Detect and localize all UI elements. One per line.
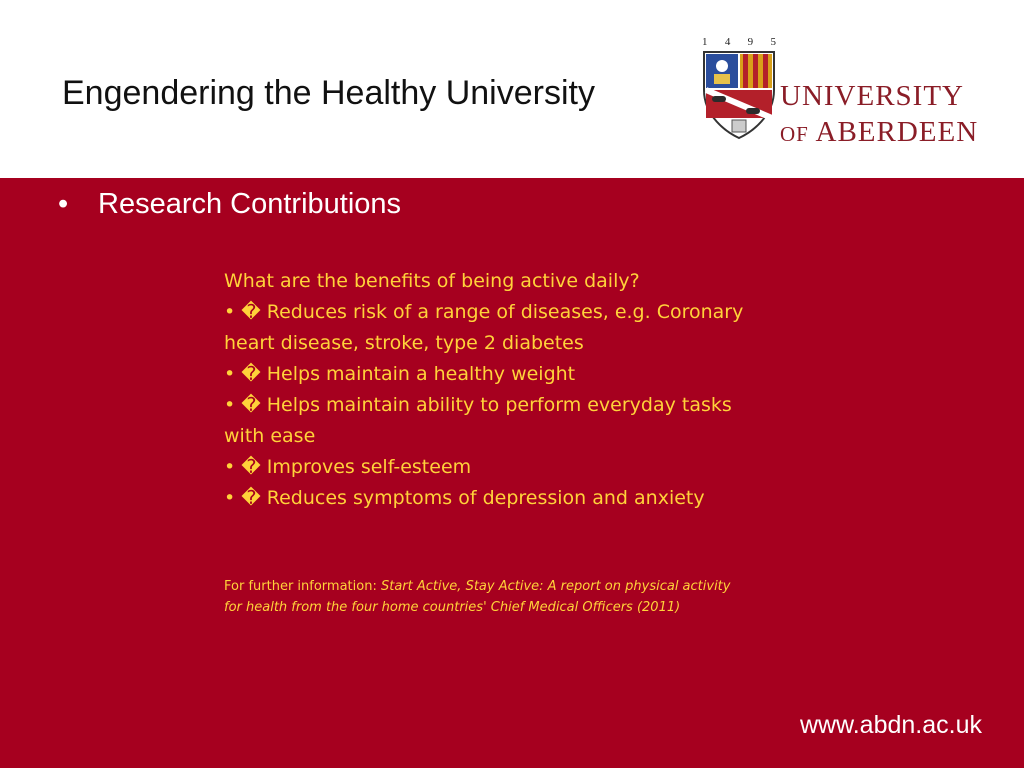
reference-source: Start Active, Stay Active: A report on physical activity for health from the four home countries' Chief Medical Officers (2011)	[224, 579, 731, 615]
slide-header	[0, 0, 1024, 178]
benefit-marker: • �	[224, 487, 261, 509]
logo-text-aberdeen-word: ABERDEEN	[815, 116, 979, 148]
website-url: www.abdn.ac.uk	[799, 711, 982, 739]
benefits-text	[224, 266, 744, 514]
benefit-marker: • �	[224, 394, 261, 416]
benefit-text: Reduces risk of a range of diseases, e.g. Coronary heart disease, stroke, type 2 diabetes	[224, 301, 744, 354]
benefit-marker: • �	[224, 363, 261, 385]
logo-year-digit: 9	[747, 36, 754, 48]
slide-body	[0, 178, 1024, 768]
bullet-point	[58, 188, 401, 221]
bullet-marker: •	[58, 188, 69, 220]
benefit-text: Helps maintain ability to perform everyday tasks with ease	[224, 394, 732, 447]
logo-text-aberdeen	[780, 116, 978, 149]
benefit-text: Improves self-esteem	[260, 456, 472, 478]
university-logo	[700, 36, 1000, 156]
benefit-text: Helps maintain a healthy weight	[260, 363, 576, 385]
benefits-heading: What are the benefits of being active daily?	[224, 270, 640, 292]
logo-text-university: UNIVERSITY	[780, 80, 964, 112]
benefit-item	[224, 297, 744, 359]
bullet-text: Research Contributions	[98, 188, 402, 220]
benefit-marker: • �	[224, 301, 261, 323]
benefit-item	[224, 390, 744, 452]
coat-of-arms-icon	[702, 50, 776, 140]
benefit-item	[224, 452, 744, 483]
logo-year-digit: 5	[770, 36, 776, 48]
benefit-text: Reduces symptoms of depression and anxiety	[260, 487, 705, 509]
benefit-item	[224, 483, 744, 514]
slide-title: Engendering the Healthy University	[62, 74, 595, 112]
logo-years	[702, 36, 776, 48]
reference-note	[224, 576, 744, 618]
benefit-marker: • �	[224, 456, 261, 478]
logo-text-of: OF	[780, 122, 809, 146]
benefit-item	[224, 359, 744, 390]
logo-year-digit: 4	[724, 36, 731, 48]
reference-prefix: For further information:	[224, 579, 381, 594]
logo-year-digit: 1	[702, 36, 708, 48]
